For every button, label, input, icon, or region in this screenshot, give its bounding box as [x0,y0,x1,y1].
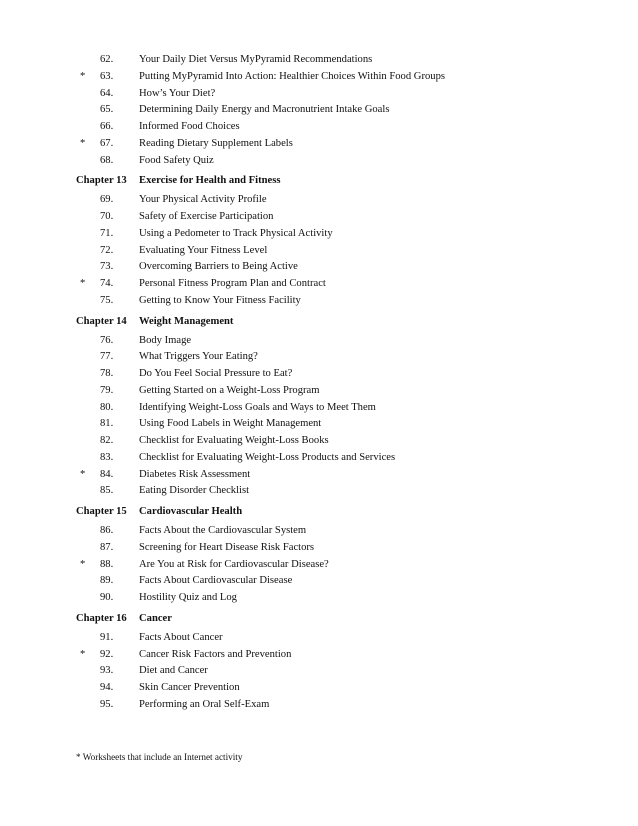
worksheet-entry [0,243,638,260]
worksheet-title: Checklist for Evaluating Weight-Loss Products and Services [139,451,396,463]
worksheet-entry [0,433,638,450]
worksheet-number: 90. [100,592,114,603]
worksheet-title: Your Daily Diet Versus MyPyramid Recommendations [139,54,373,65]
worksheet-entry [0,259,638,276]
worksheet-number: 79. [100,384,114,396]
internet-activity-marker: * [80,137,86,149]
worksheet-entry [0,226,638,243]
worksheet-number: 73. [100,261,114,273]
worksheet-number: 65. [100,104,114,116]
worksheet-entry [0,293,638,310]
worksheet-title: Checklist for Evaluating Weight-Loss Books [139,435,329,446]
chapter-title: Cardiovascular Health [139,506,243,517]
chapter-title: Weight Management [139,315,234,327]
worksheet-number: 70. [100,211,114,222]
worksheet-number: 93. [100,665,114,677]
worksheet-entry [0,69,638,86]
worksheet-entry [0,680,638,697]
worksheet-title: How’s Your Diet? [139,87,216,99]
chapter-title: Cancer [139,612,172,624]
worksheet-title: Using a Pedometer to Track Physical Activity [139,227,333,239]
worksheet-title: What Triggers Your Eating? [139,351,258,363]
worksheet-entry [0,540,638,557]
footnote: * Worksheets that include an Internet activity [76,752,243,762]
chapter-label: Chapter 15 [76,506,127,517]
worksheet-title: Are You at Risk for Cardiovascular Disease? [139,558,329,570]
worksheet-title: Identifying Weight-Loss Goals and Ways to Meet Them [139,401,376,413]
chapter-title: Exercise for Health and Fitness [139,175,281,187]
worksheet-number: 86. [100,525,114,536]
worksheet-entry [0,276,638,293]
worksheet-title: Putting MyPyramid Into Action: Healthier Choices Within Food Groups [139,70,445,82]
internet-activity-marker: * [80,70,86,82]
worksheet-entry [0,467,638,484]
worksheet-title: Using Food Labels in Weight Management [139,418,322,430]
chapter-heading [0,310,638,333]
internet-activity-marker: * [80,468,86,480]
worksheet-number: 69. [100,194,114,206]
worksheet-entry [0,383,638,400]
worksheet-entry [0,119,638,136]
worksheet-title: Determining Daily Energy and Macronutrient Intake Goals [139,104,390,116]
chapter-label: Chapter 16 [76,612,127,624]
worksheet-number: 78. [100,368,114,379]
worksheet-entry [0,153,638,170]
internet-activity-marker: * [80,558,86,570]
worksheet-title: Getting Started on a Weight-Loss Program [139,384,320,396]
worksheet-title: Eating Disorder Checklist [139,485,250,497]
worksheet-title: Your Physical Activity Profile [139,194,267,206]
worksheet-title: Body Image [139,334,192,346]
worksheet-number: 95. [100,698,114,710]
worksheet-title: Skin Cancer Prevention [139,682,240,693]
internet-activity-marker: * [80,648,86,660]
worksheet-number: 80. [100,401,114,413]
worksheet-entry [0,333,638,350]
worksheet-title: Cancer Risk Factors and Prevention [139,648,292,660]
worksheet-title: Getting to Know Your Fitness Facility [139,294,301,306]
internet-activity-marker: * [80,278,86,289]
table-of-contents [0,52,638,714]
worksheet-number: 75. [100,294,114,306]
worksheet-entry [0,523,638,540]
worksheet-title: Personal Fitness Program Plan and Contract [139,278,326,289]
worksheet-number: 62. [100,54,114,65]
worksheet-number: 91. [100,631,114,643]
worksheet-title: Performing an Oral Self-Exam [139,698,270,710]
worksheet-number: 76. [100,334,114,346]
worksheet-number: 64. [100,87,114,99]
worksheet-number: 74. [100,278,114,289]
worksheet-entry [0,136,638,153]
worksheet-title: Safety of Exercise Participation [139,211,274,222]
worksheet-entry [0,102,638,119]
worksheet-title: Facts About Cancer [139,631,223,643]
worksheet-title: Evaluating Your Fitness Level [139,244,268,256]
worksheet-number: 88. [100,558,114,570]
worksheet-title: Hostility Quiz and Log [139,592,237,603]
worksheet-entry [0,557,638,574]
worksheet-entry [0,52,638,69]
worksheet-title: Informed Food Choices [139,121,240,132]
worksheet-number: 67. [100,137,114,149]
worksheet-entry [0,663,638,680]
worksheet-title: Facts About Cardiovascular Disease [139,575,293,587]
worksheet-entry [0,86,638,103]
worksheet-number: 68. [100,154,114,166]
worksheet-entry [0,573,638,590]
chapter-heading [0,169,638,192]
worksheet-number: 84. [100,468,114,480]
worksheet-number: 72. [100,244,114,256]
worksheet-title: Diabetes Risk Assessment [139,468,251,480]
worksheet-entry [0,192,638,209]
worksheet-entry [0,349,638,366]
worksheet-title: Reading Dietary Supplement Labels [139,137,293,149]
chapter-label: Chapter 13 [76,175,127,187]
worksheet-number: 63. [100,70,114,82]
worksheet-number: 94. [100,682,114,693]
worksheet-title: Overcoming Barriers to Being Active [139,261,298,273]
worksheet-entry [0,209,638,226]
worksheet-number: 89. [100,575,114,587]
worksheet-title: Food Safety Quiz [139,154,214,166]
worksheet-entry [0,697,638,714]
worksheet-title: Facts About the Cardiovascular System [139,525,307,536]
worksheet-number: 71. [100,227,114,239]
worksheet-entry [0,366,638,383]
worksheet-entry [0,647,638,664]
worksheet-number: 82. [100,435,114,446]
worksheet-title: Screening for Heart Disease Risk Factors [139,541,315,553]
worksheet-number: 92. [100,648,114,660]
worksheet-entry [0,630,638,647]
worksheet-entry [0,400,638,417]
worksheet-number: 83. [100,451,114,463]
chapter-label: Chapter 14 [76,315,127,327]
worksheet-number: 81. [100,418,114,430]
chapter-heading [0,607,638,630]
worksheet-number: 77. [100,351,114,363]
worksheet-title: Diet and Cancer [139,665,208,677]
worksheet-entry [0,450,638,467]
worksheet-number: 85. [100,485,114,497]
chapter-heading [0,500,638,523]
worksheet-entry [0,483,638,500]
worksheet-title: Do You Feel Social Pressure to Eat? [139,368,293,379]
worksheet-number: 87. [100,541,114,553]
worksheet-entry [0,590,638,607]
worksheet-entry [0,416,638,433]
worksheet-number: 66. [100,121,114,132]
